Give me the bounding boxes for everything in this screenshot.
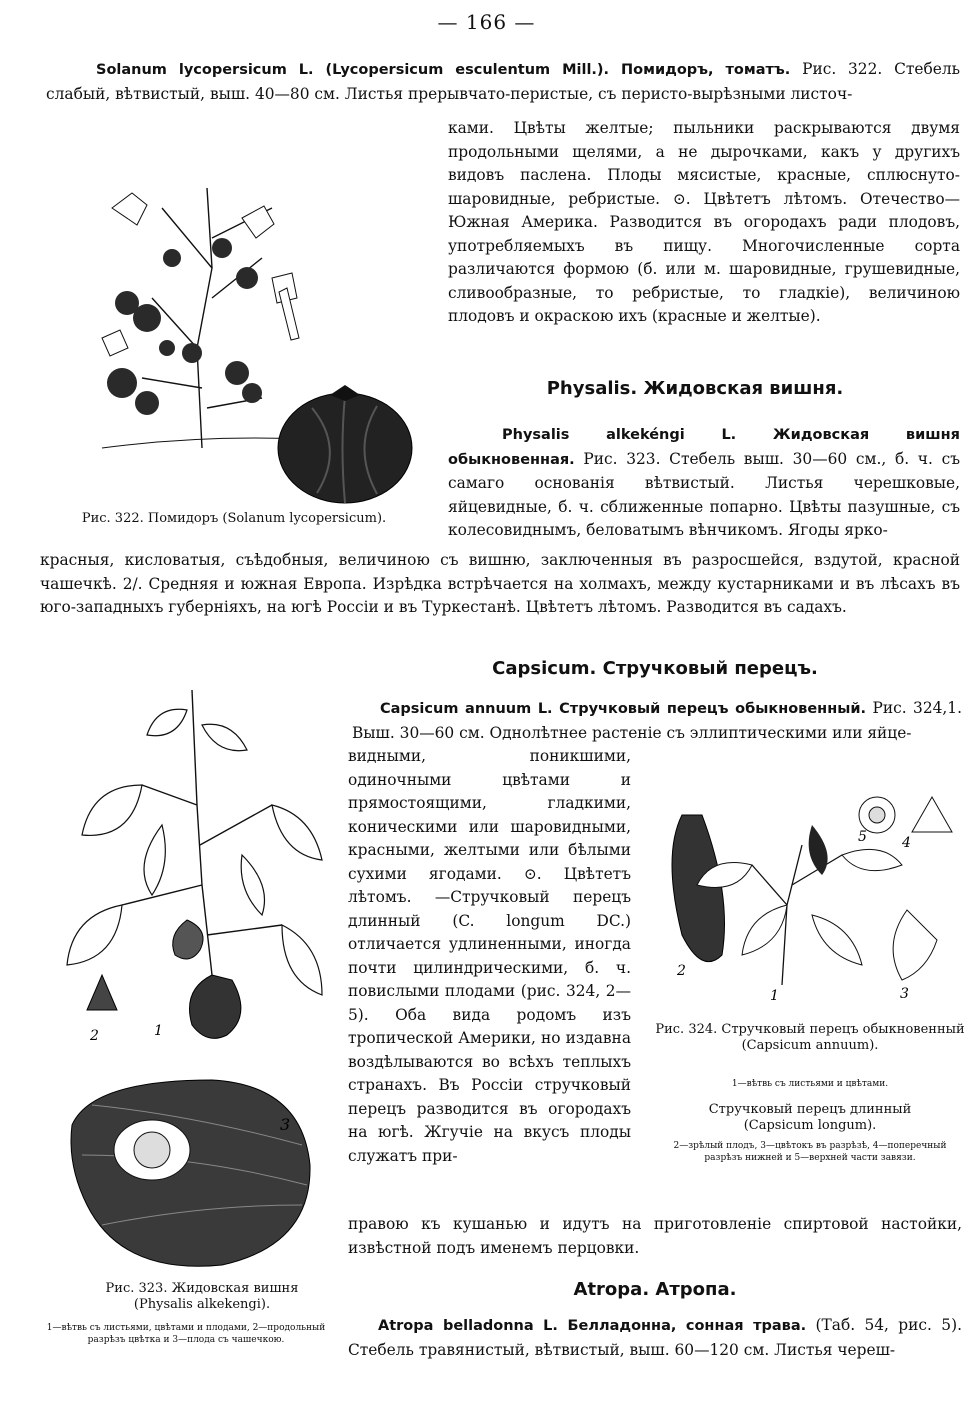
capsicum-illustration [662,785,967,1005]
physalis-illustration [62,685,332,1275]
solanum-text-2: ками. Цвѣты желтые; пыльники раскрываются двумя продольными щелями, а не дырочками, какъ у другихъ видовъ паслена. Плоды мясистые, красные, сплюснуто-шаровидные, ребристые. ⊙. Цвѣтетъ лѣтомъ. Отечество—Южная Америка. Разводится въ огородахъ ради плодовъ, употребляемыхъ въ пищу. Многочисленные сорта различаются формою (б. или м. шаровидные, грушевидные, сливообразные, то ребристые, то гладкіе), величиною плодовъ и окраскою ихъ (красные и желтые). [448,119,960,325]
capsicum-text-3: правою къ кушанью и идутъ на приготовленіе спиртовой настойки, извѣстной подъ именемъ перцовки. [348,1215,962,1257]
fig322-caption: Рис. 322. Помидоръ (Solanum lycopersicum). [81,511,387,526]
page-number: — 166 — [437,10,536,34]
fig324-label-5: 5 [858,829,867,845]
tomato-plant-illustration [72,148,422,506]
fig324-label-3: 3 [900,986,909,1002]
fig324-caption2-title: Стручковый перецъ длинный [708,1102,912,1117]
fig323-caption [52,1281,352,1313]
capsicum-text-1: Рис. 324,1. Выш. 30—60 см. Однолѣтнее растеніе съ эллиптическими или яйце- [352,699,962,742]
atropa-text-1: (Таб. 54, рис. 5). Стебель травянистый, вѣтвистый, выш. 60—120 см. Листья череш- [348,1316,962,1359]
physalis-name: Physalis alkekéngi L. Жидовская вишня обыкновенная. [448,427,960,468]
atropa-name: Atropa belladonna L. Белладонна, сонная трава. [378,1318,807,1334]
fig323-label-1: 1 [154,1023,163,1039]
fig324-label-2: 2 [677,963,686,979]
solanum-text-1: Рис. 322. Стебель слабый, вѣтвистый, выш. 40—80 см. Листья прерывчато-перистые, съ перисто-вырѣзными листоч- [46,60,960,103]
fig324-caption-1 [655,1022,965,1054]
fig324-caption2-latin: (Capsicum longum). [743,1118,877,1133]
fig323-subcaption: 1—вѣтвь съ листьями, цвѣтами и плодами, 2—продольный разрѣзъ цвѣтка и 3—плода съ чашечкою. [46,1323,326,1345]
physalis-heading: Physalis. Жидовская вишня. [546,378,844,399]
fig324-caption-latin: (Capsicum annuum). [741,1038,879,1053]
fig324-sub-2: 2—зрѣлый плодъ, 3—цвѣтокъ въ разрѣзѣ, 4—поперечный разрѣзъ нижней и 5—верхней части завязи. [673,1141,947,1163]
physalis-text-1: Рис. 323. Стебель выш. 30—60 см., б. ч. съ самаго основанія вѣтвистый. Листья черешковые, яйцевидные, б. ч. сближенные попарно. Цвѣты пазушные, съ колесовиднымъ, беловатымъ вѣнчикомъ. Ягоды ярко- [448,449,960,539]
solanum-intro [46,58,960,106]
fig324-label-4: 4 [902,835,911,851]
atropa-heading: Atropa. Атропа. [573,1279,737,1300]
fig324-caption-title: Рис. 324. Стручковый перецъ обыкновенный [655,1022,965,1037]
fig323-caption-title: Рис. 323. Жидовская вишня [105,1281,299,1296]
capsicum-intro [352,697,962,745]
fig323-label-3: 3 [280,1115,291,1134]
fig324-label-1: 1 [770,988,779,1004]
atropa-intro [348,1314,962,1362]
physalis-intro [448,423,960,543]
solanum-name: Solanum lycopersicum L. (Lycopersicum esculentum Mill.). Помидоръ, томатъ. [96,62,791,78]
physalis-text-2: красныя, кисловатыя, съѣдобныя, величиною съ вишню, заключенныя въ разросшейся, вздутой, красной чашечкѣ. 2/. Средняя и южная Европа. Изрѣдка встрѣчается на холмахъ, между кустарниками и въ лѣсахъ въ юго-западныхъ губерніяхъ, на югѣ Россіи и въ Туркестанѣ. Цвѣтетъ лѣтомъ. Разводится въ садахъ. [40,551,960,616]
capsicum-heading: Capsicum. Стручковый перецъ. [492,658,818,679]
fig323-label-2: 2 [90,1028,99,1044]
capsicum-name: Capsicum annuum L. Стручковый перецъ обыкновенный. [380,701,867,717]
capsicum-text-2: видными, поникшими, одиночными цвѣтами и прямостоящими, гладкими, коническими или шаровидными, красными, желтыми или бѣлыми сухими ягодами. ⊙. Цвѣтетъ лѣтомъ. —Стручковый перецъ длинный (C. longum DC.) отличается удлиненными, иногда почти цилиндрическими, б. ч. повислыми плодами (рис. 324, 2—5). Оба вида родомъ изъ тропической Америки, но издавна воздѣлываются во всѣхъ теплыхъ странахъ. Въ Россіи стручковый перецъ разводится въ огородахъ на югѣ. Жгучіе на вкусъ плоды служатъ при- [348,747,631,1165]
fig324-sub-1: 1—вѣтвь съ листьями и цвѣтами. [731,1079,889,1089]
fig323-caption-latin: (Physalis alkekengi). [133,1297,271,1312]
fig324-caption-2 [655,1102,965,1134]
